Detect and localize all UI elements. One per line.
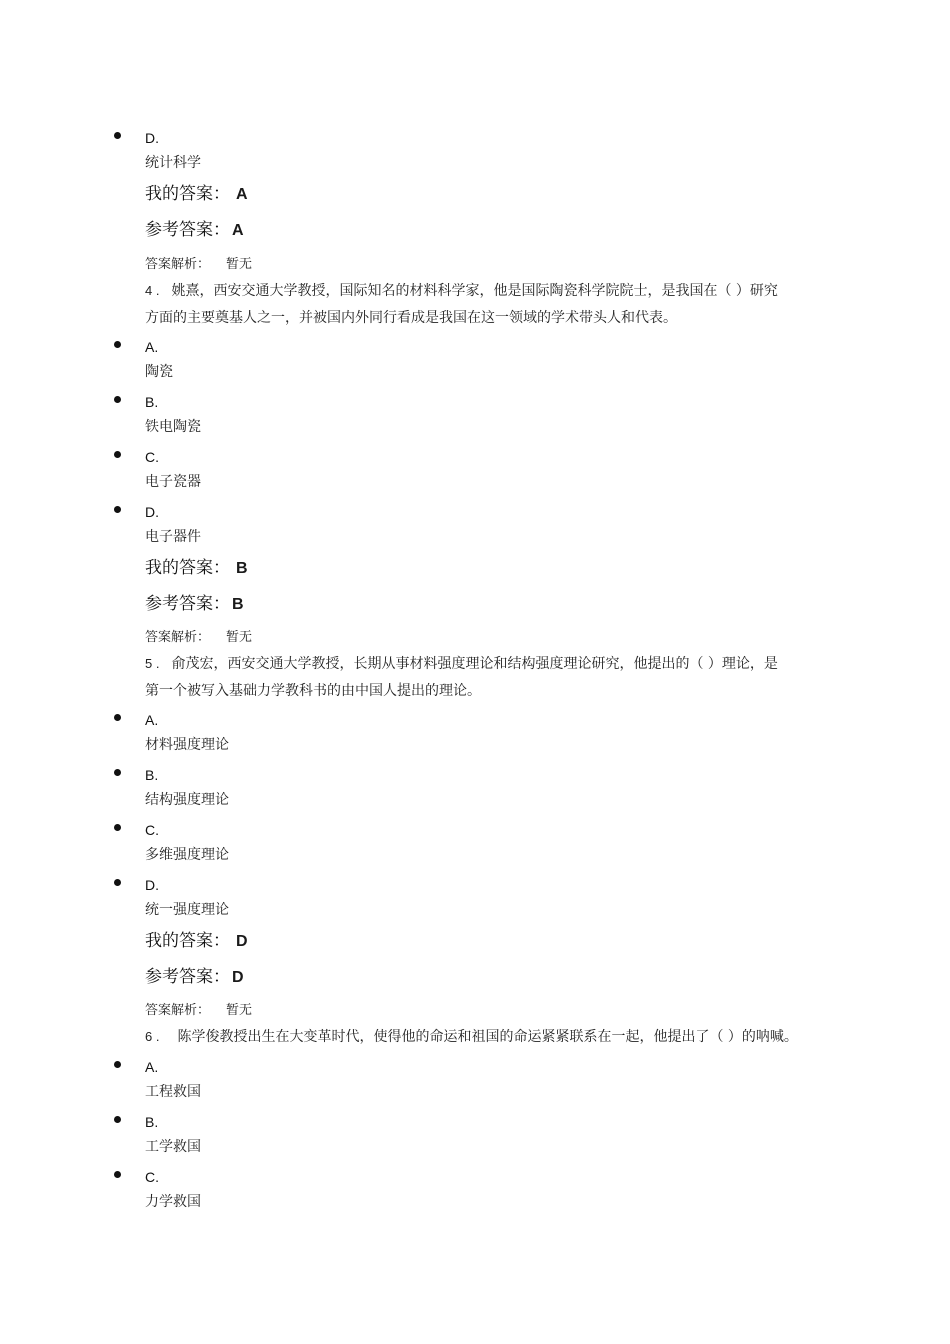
option-text: 电子器件 <box>145 529 201 545</box>
option-text: 统计科学 <box>145 155 201 171</box>
bullet <box>114 506 121 513</box>
bullet <box>114 451 121 458</box>
bullet <box>114 879 121 886</box>
my-answer-label: 我的答案： <box>145 931 230 951</box>
question-number: 5 . <box>145 656 160 671</box>
option-letter: C. <box>145 1169 159 1185</box>
ref-answer <box>145 969 244 986</box>
ref-answer-label: 参考答案： <box>145 220 230 240</box>
analysis-label: 答案解析： <box>145 1003 211 1018</box>
question-5 <box>145 657 778 671</box>
bullet <box>114 769 121 776</box>
my-answer <box>145 186 248 203</box>
bullet <box>114 1171 121 1178</box>
option-letter: A. <box>145 712 159 728</box>
bullet <box>114 714 121 721</box>
bullet <box>114 824 121 831</box>
question-number: 4 . <box>145 283 160 298</box>
answer-analysis <box>145 258 252 271</box>
option-letter: A. <box>145 1059 159 1075</box>
question-number: 6 . <box>145 1029 160 1044</box>
my-answer-value: B <box>236 560 248 577</box>
answer-analysis <box>145 1004 252 1017</box>
bullet <box>114 1061 121 1068</box>
question-text-line1: 陈学俊教授出生在大变革时代，使得他的命运和祖国的命运紧紧联系在一起，他提出了（ ）的呐喊。 <box>177 1029 798 1045</box>
option-letter: B. <box>145 1114 159 1130</box>
option-letter: B. <box>145 394 159 410</box>
question-6 <box>145 1030 798 1044</box>
bullet <box>114 396 121 403</box>
ref-answer-value: A <box>232 222 244 239</box>
my-answer-label: 我的答案： <box>145 184 230 204</box>
option-letter: D. <box>145 877 159 893</box>
option-letter: C. <box>145 449 159 465</box>
question-4 <box>145 284 778 298</box>
my-answer-value: A <box>236 186 248 203</box>
ref-answer-label: 参考答案： <box>145 594 230 614</box>
question-text-line2: 方面的主要奠基人之一，并被国内外同行看成是我国在这一领域的学术带头人和代表。 <box>145 310 677 326</box>
ref-answer <box>145 222 244 239</box>
option-text: 多维强度理论 <box>145 847 229 863</box>
analysis-value: 暂无 <box>226 1003 253 1018</box>
ref-answer <box>145 596 244 613</box>
ref-answer-label: 参考答案： <box>145 967 230 987</box>
option-text: 统一强度理论 <box>145 902 229 918</box>
option-text: 铁电陶瓷 <box>145 419 201 435</box>
option-text: 电子瓷器 <box>145 474 201 490</box>
analysis-value: 暂无 <box>226 630 253 645</box>
option-letter: D. <box>145 504 159 520</box>
my-answer-label: 我的答案： <box>145 558 230 578</box>
question-text-line1: 姚熹，西安交通大学教授，国际知名的材料科学家，他是国际陶瓷科学院院士，是我国在（ ）研究 <box>171 283 778 299</box>
bullet <box>114 1116 121 1123</box>
option-letter: A. <box>145 339 159 355</box>
analysis-label: 答案解析： <box>145 257 211 272</box>
option-text: 陶瓷 <box>145 364 173 380</box>
my-answer-value: D <box>236 933 248 950</box>
option-text: 工学救国 <box>145 1139 201 1155</box>
option-text: 材料强度理论 <box>145 737 229 753</box>
bullet <box>114 341 121 348</box>
question-text-line2: 第一个被写入基础力学教科书的由中国人提出的理论。 <box>145 683 481 699</box>
question-text-line1: 俞茂宏，西安交通大学教授，长期从事材料强度理论和结构强度理论研究，他提出的（ ）理论，是 <box>171 656 778 672</box>
analysis-label: 答案解析： <box>145 630 211 645</box>
bullet <box>114 132 121 139</box>
answer-analysis <box>145 631 252 644</box>
option-text: 力学救国 <box>145 1194 201 1210</box>
my-answer <box>145 560 248 577</box>
option-letter: B. <box>145 767 159 783</box>
option-text: 工程救国 <box>145 1084 201 1100</box>
analysis-value: 暂无 <box>226 257 253 272</box>
option-letter: D. <box>145 130 159 146</box>
my-answer <box>145 933 248 950</box>
ref-answer-value: D <box>232 969 244 986</box>
ref-answer-value: B <box>232 596 244 613</box>
option-letter: C. <box>145 822 159 838</box>
option-text: 结构强度理论 <box>145 792 229 808</box>
